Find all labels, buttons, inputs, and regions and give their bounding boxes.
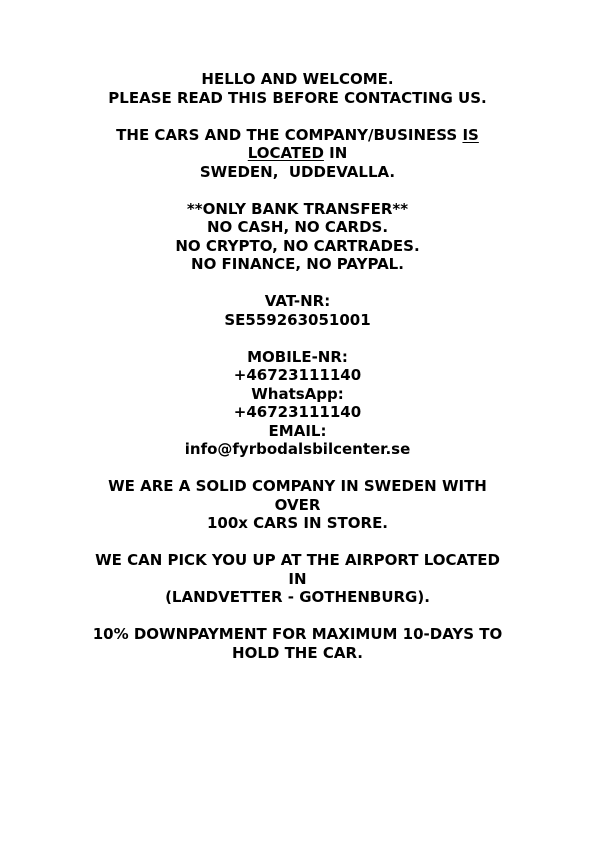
vat-label: VAT-NR:	[264, 292, 331, 310]
location-block	[70, 126, 525, 182]
pickup-line-1: WE CAN PICK YOU UP AT THE AIRPORT LOCATED	[95, 551, 500, 569]
company-line-3: 100x CARS IN STORE.	[206, 514, 389, 532]
location-text: THE CARS AND THE COMPANY/BUSINESS	[116, 125, 463, 144]
downpayment-line-2: HOLD THE CAR.	[232, 643, 363, 662]
payment-method: **ONLY BANK TRANSFER**	[186, 199, 409, 218]
email-label: EMAIL:	[268, 421, 327, 440]
location-line-2	[70, 144, 525, 163]
location-city: SWEDEN, UDDEVALLA.	[199, 162, 396, 181]
vat-block	[70, 292, 525, 329]
contact-block	[70, 348, 525, 459]
whatsapp-label: WhatsApp:	[251, 384, 344, 403]
greeting-line: HELLO AND WELCOME.	[201, 70, 394, 88]
company-block	[70, 477, 525, 533]
downpayment-line-1: 10% DOWNPAYMENT FOR MAXIMUM 10-DAYS TO	[92, 625, 503, 643]
payment-exclusion-2: NO CRYPTO, NO CARTRADES.	[175, 236, 420, 255]
location-emphasis-located: LOCATED	[247, 144, 324, 162]
vat-value: SE559263051001	[224, 310, 371, 329]
whatsapp-value: +46723111140	[233, 403, 362, 421]
location-text-in: IN	[323, 144, 348, 162]
payment-exclusion-3: NO FINANCE, NO PAYPAL.	[191, 255, 404, 273]
greeting-block	[70, 70, 525, 107]
company-line-1: WE ARE A SOLID COMPANY IN SWEDEN WITH	[108, 477, 487, 495]
pickup-block	[70, 551, 525, 607]
location-line-1	[70, 126, 525, 145]
greeting-instruction: PLEASE READ THIS BEFORE CONTACTING US.	[108, 88, 487, 107]
payment-block	[70, 200, 525, 274]
pickup-line-3: (LANDVETTER - GOTHENBURG).	[165, 588, 430, 606]
email-value: info@fyrbodalsbilcenter.se	[184, 440, 411, 458]
location-emphasis-is: IS	[462, 125, 479, 144]
downpayment-block	[70, 625, 525, 662]
mobile-label: MOBILE-NR:	[247, 347, 348, 366]
document-content	[70, 70, 525, 681]
pickup-line-2: IN	[288, 569, 307, 588]
company-line-2: OVER	[274, 495, 321, 514]
mobile-value: +46723111140	[233, 366, 362, 384]
payment-exclusion-1: NO CASH, NO CARDS.	[206, 218, 389, 236]
